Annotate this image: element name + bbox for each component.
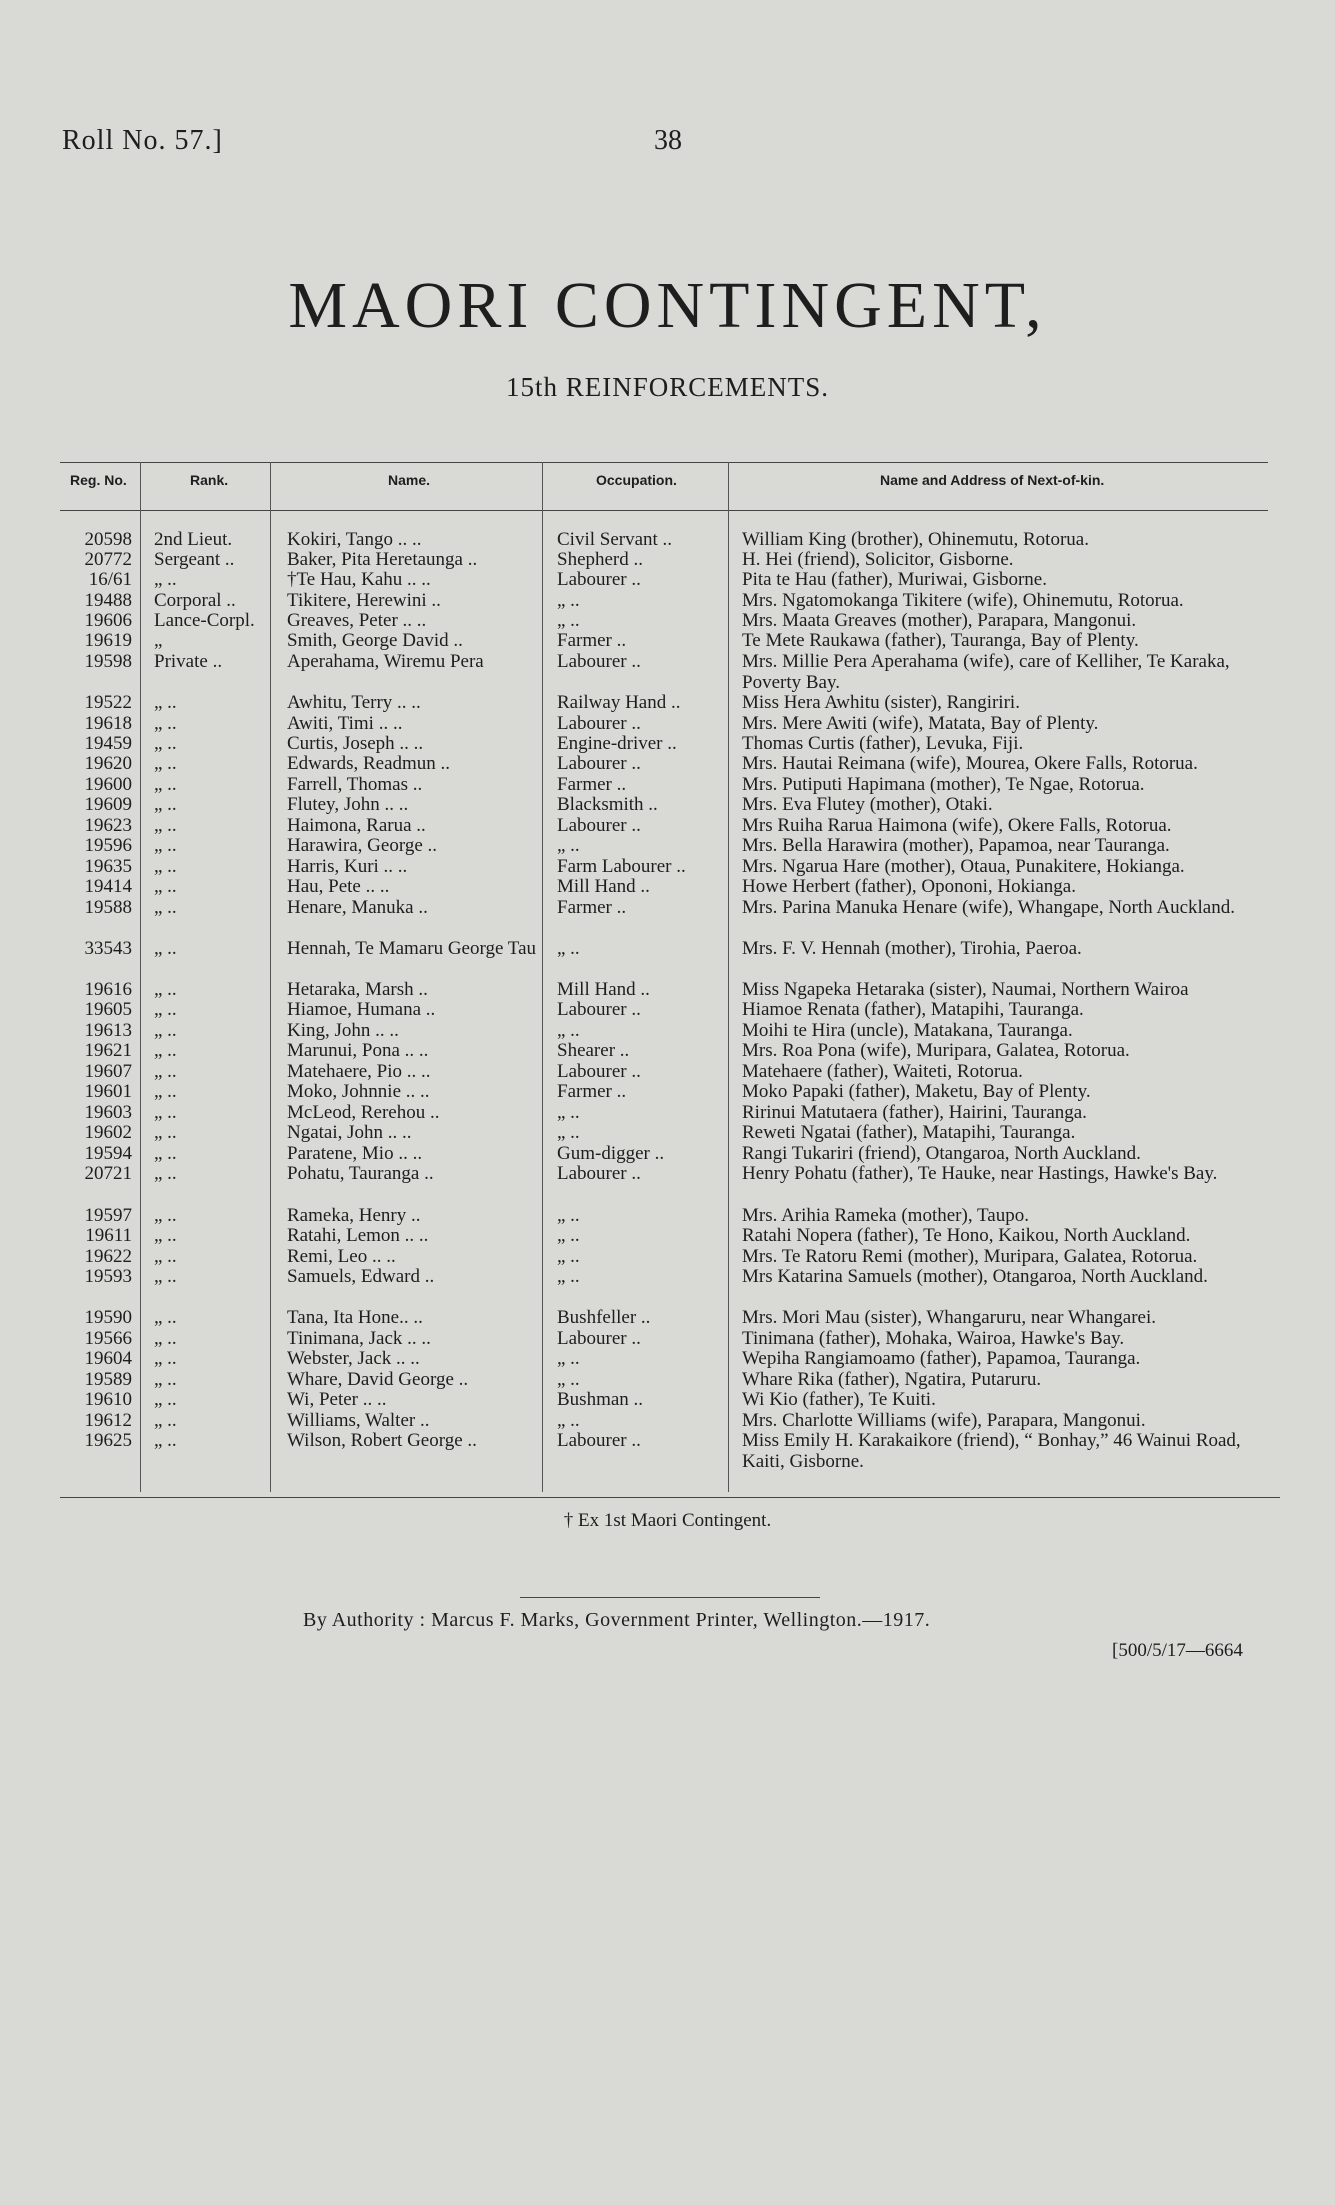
name-cell: Henare, Manuka ..: [287, 897, 428, 918]
next-of-kin-cell: Mrs. Hautai Reimana (wife), Mourea, Okere Falls, Rotorua.: [742, 753, 1198, 774]
next-of-kin-cell: H. Hei (friend), Solicitor, Gisborne.: [742, 549, 1014, 570]
next-of-kin-cell: Howe Herbert (father), Opononi, Hokianga.: [742, 876, 1076, 897]
occupation-cell: Farm Labourer ..: [557, 856, 686, 877]
rank-cell: „ ..: [154, 713, 177, 734]
occupation-cell: Shepherd ..: [557, 549, 644, 570]
name-cell: Harawira, George ..: [287, 835, 437, 856]
name-cell: Tana, Ita Hone.. ..: [287, 1307, 423, 1328]
occupation-cell: Engine-driver ..: [557, 733, 677, 754]
next-of-kin-cell: Mrs. Mori Mau (sister), Whangaruru, near Whangarei.: [742, 1307, 1157, 1328]
next-of-kin-cell: Mrs. Ngarua Hare (mother), Otaua, Punakitere, Hokianga.: [742, 856, 1185, 877]
occupation-cell: Bushman ..: [557, 1389, 644, 1410]
occupation-cell: Labourer ..: [557, 1430, 641, 1451]
table-top-rule: [60, 462, 1268, 463]
next-of-kin-cell: Te Mete Raukawa (father), Tauranga, Bay of Plenty.: [742, 630, 1139, 651]
next-of-kin-cell: Mrs. F. V. Hennah (mother), Tirohia, Paeroa.: [742, 938, 1082, 959]
reg-no-cell: 20772: [84, 549, 132, 570]
name-cell: Wi, Peter .. ..: [287, 1389, 387, 1410]
next-of-kin-cell: Mrs. Roa Pona (wife), Muripara, Galatea, Rotorua.: [742, 1040, 1130, 1061]
page-title: MAORI CONTINGENT,: [288, 269, 1047, 342]
rank-cell: „ ..: [154, 1225, 177, 1246]
next-of-kin-cell: Moihi te Hira (uncle), Matakana, Tauranga.: [742, 1020, 1073, 1041]
occupation-cell: „ ..: [557, 1369, 580, 1390]
rank-cell: „ ..: [154, 1389, 177, 1410]
name-cell: Marunui, Pona .. ..: [287, 1040, 429, 1061]
next-of-kin-cell: Mrs Katarina Samuels (mother), Otangaroa, North Auckland.: [742, 1266, 1208, 1287]
rank-cell: „ ..: [154, 1410, 177, 1431]
table-bottom-rule: [60, 1497, 1280, 1498]
occupation-cell: Labourer ..: [557, 1061, 641, 1082]
name-cell: Samuels, Edward ..: [287, 1266, 435, 1287]
rank-cell: „ ..: [154, 1081, 177, 1102]
name-cell: Hau, Pete .. ..: [287, 876, 390, 897]
reg-no-cell: 19625: [84, 1430, 132, 1451]
name-cell: Rameka, Henry ..: [287, 1205, 421, 1226]
rank-cell: „ ..: [154, 1061, 177, 1082]
name-cell: Harris, Kuri .. ..: [287, 856, 408, 877]
reg-no-cell: 19622: [84, 1246, 132, 1267]
next-of-kin-cell: William King (brother), Ohinemutu, Rotorua.: [742, 529, 1089, 550]
reg-no-cell: 19590: [84, 1307, 132, 1328]
name-cell: McLeod, Rerehou ..: [287, 1102, 440, 1123]
reg-no-cell: 20721: [84, 1163, 132, 1184]
reg-no-cell: 19414: [84, 876, 132, 897]
next-of-kin-cell: Ratahi Nopera (father), Te Hono, Kaikou, North Auckland.: [742, 1225, 1191, 1246]
rank-cell: „ ..: [154, 938, 177, 959]
name-cell: Moko, Johnnie .. ..: [287, 1081, 430, 1102]
rank-cell: „ ..: [154, 1102, 177, 1123]
name-cell: Edwards, Readmun ..: [287, 753, 451, 774]
reg-no-cell: 19616: [84, 979, 132, 1000]
rank-cell: „ ..: [154, 733, 177, 754]
occupation-cell: Farmer ..: [557, 774, 627, 795]
reg-no-cell: 19602: [84, 1122, 132, 1143]
rank-cell: „ ..: [154, 897, 177, 918]
occupation-cell: „ ..: [557, 938, 580, 959]
reg-no-cell: 16/61: [88, 569, 132, 590]
rank-cell: „ ..: [154, 876, 177, 897]
occupation-cell: Labourer ..: [557, 815, 641, 836]
next-of-kin-cell: Miss Ngapeka Hetaraka (sister), Naumai, Northern Wairoa: [742, 979, 1189, 1000]
name-cell: Greaves, Peter .. ..: [287, 610, 427, 631]
reg-no-cell: 19609: [84, 794, 132, 815]
rank-cell: „ ..: [154, 1143, 177, 1164]
occupation-cell: Civil Servant ..: [557, 529, 673, 550]
roll-number: Roll No. 57.]: [62, 125, 223, 156]
reg-no-cell: 19604: [84, 1348, 132, 1369]
column-divider: [728, 462, 729, 1492]
next-of-kin-cell: Mrs. Mere Awiti (wife), Matata, Bay of Plenty.: [742, 713, 1099, 734]
reg-no-cell: 19566: [84, 1328, 132, 1349]
page-number: 38: [654, 125, 682, 156]
rank-cell: Private ..: [154, 651, 223, 672]
name-cell: Baker, Pita Heretaunga ..: [287, 549, 478, 570]
reg-no-cell: 19635: [84, 856, 132, 877]
print-code: [500/5/17—6664: [1112, 1640, 1243, 1661]
next-of-kin-cell: Moko Papaki (father), Maketu, Bay of Plenty.: [742, 1081, 1091, 1102]
next-of-kin-cell: Mrs. Ngatomokanga Tikitere (wife), Ohinemutu, Rotorua.: [742, 590, 1184, 611]
name-cell: Curtis, Joseph .. ..: [287, 733, 424, 754]
next-of-kin-cell: Mrs. Bella Harawira (mother), Papamoa, near Tauranga.: [742, 835, 1170, 856]
next-of-kin-cell: Mrs. Millie Pera Aperahama (wife), care of Kelliher, Te Karaka, Poverty Bay.: [742, 651, 1230, 693]
name-cell: Wilson, Robert George ..: [287, 1430, 477, 1451]
reg-no-cell: 19606: [84, 610, 132, 631]
next-of-kin-cell: Mrs. Charlotte Williams (wife), Parapara, Mangonui.: [742, 1410, 1146, 1431]
reg-no-cell: 19605: [84, 999, 132, 1020]
rank-cell: „ ..: [154, 856, 177, 877]
next-of-kin-cell: Henry Pohatu (father), Te Hauke, near Hastings, Hawke's Bay.: [742, 1163, 1218, 1184]
occupation-cell: Mill Hand ..: [557, 979, 650, 1000]
occupation-cell: „ ..: [557, 1246, 580, 1267]
reg-no-cell: 19613: [84, 1020, 132, 1041]
reg-no-cell: 19459: [84, 733, 132, 754]
occupation-cell: „ ..: [557, 1410, 580, 1431]
rank-cell: „ ..: [154, 1369, 177, 1390]
name-cell: Tikitere, Herewini ..: [287, 590, 441, 611]
rank-cell: „ ..: [154, 1020, 177, 1041]
rank-cell: „ ..: [154, 1348, 177, 1369]
occupation-cell: Railway Hand ..: [557, 692, 681, 713]
rank-cell: Corporal ..: [154, 590, 236, 611]
occupation-cell: Labourer ..: [557, 569, 641, 590]
next-of-kin-cell: Wepiha Rangiamoamo (father), Papamoa, Tauranga.: [742, 1348, 1141, 1369]
name-cell: Matehaere, Pio .. ..: [287, 1061, 431, 1082]
name-cell: Hiamoe, Humana ..: [287, 999, 436, 1020]
next-of-kin-cell: Miss Hera Awhitu (sister), Rangiriri.: [742, 692, 1020, 713]
rank-cell: „ ..: [154, 999, 177, 1020]
rank-cell: „ ..: [154, 1328, 177, 1349]
reg-no-cell: 19610: [84, 1389, 132, 1410]
occupation-cell: „ ..: [557, 610, 580, 631]
column-header-next-of-kin: Name and Address of Next-of-kin.: [880, 472, 1105, 488]
rank-cell: „ ..: [154, 1266, 177, 1287]
occupation-cell: Labourer ..: [557, 1328, 641, 1349]
occupation-cell: „ ..: [557, 1266, 580, 1287]
occupation-cell: „ ..: [557, 1122, 580, 1143]
occupation-cell: Labourer ..: [557, 999, 641, 1020]
name-cell: Aperahama, Wiremu Pera: [287, 651, 484, 672]
occupation-cell: „ ..: [557, 1205, 580, 1226]
next-of-kin-cell: Reweti Ngatai (father), Matapihi, Tauranga.: [742, 1122, 1076, 1143]
reg-no-cell: 19593: [84, 1266, 132, 1287]
next-of-kin-cell: Tinimana (father), Mohaka, Wairoa, Hawke's Bay.: [742, 1328, 1125, 1349]
name-cell: Pohatu, Tauranga ..: [287, 1163, 434, 1184]
rank-cell: „ ..: [154, 794, 177, 815]
rank-cell: „ ..: [154, 1246, 177, 1267]
rank-cell: „ ..: [154, 1163, 177, 1184]
next-of-kin-cell: Mrs. Eva Flutey (mother), Otaki.: [742, 794, 993, 815]
rank-cell: „ ..: [154, 753, 177, 774]
name-cell: Ratahi, Lemon .. ..: [287, 1225, 429, 1246]
reg-no-cell: 19611: [85, 1225, 132, 1246]
rank-cell: Sergeant ..: [154, 549, 235, 570]
occupation-cell: „ ..: [557, 835, 580, 856]
column-divider: [270, 462, 271, 1492]
occupation-cell: „ ..: [557, 1348, 580, 1369]
reg-no-cell: 19589: [84, 1369, 132, 1390]
occupation-cell: Labourer ..: [557, 651, 641, 672]
name-cell: Smith, George David ..: [287, 630, 463, 651]
next-of-kin-cell: Mrs. Parina Manuka Henare (wife), Whangape, North Auckland.: [742, 897, 1235, 918]
rank-cell: „ ..: [154, 1122, 177, 1143]
occupation-cell: Mill Hand ..: [557, 876, 650, 897]
rank-cell: „ ..: [154, 774, 177, 795]
reg-no-cell: 19598: [84, 651, 132, 672]
next-of-kin-cell: Mrs. Putiputi Hapimana (mother), Te Ngae, Rotorua.: [742, 774, 1145, 795]
name-cell: Williams, Walter ..: [287, 1410, 430, 1431]
authority-rule: [520, 1597, 820, 1598]
occupation-cell: „ ..: [557, 1102, 580, 1123]
name-cell: Tinimana, Jack .. ..: [287, 1328, 431, 1349]
reg-no-cell: 33543: [84, 938, 132, 959]
rank-cell: 2nd Lieut.: [154, 529, 233, 550]
reg-no-cell: 19597: [84, 1205, 132, 1226]
next-of-kin-cell: Mrs Ruiha Rarua Haimona (wife), Okere Falls, Rotorua.: [742, 815, 1172, 836]
next-of-kin-cell: Hiamoe Renata (father), Matapihi, Tauranga.: [742, 999, 1084, 1020]
next-of-kin-cell: Matehaere (father), Waiteti, Rotorua.: [742, 1061, 1023, 1082]
name-cell: Farrell, Thomas ..: [287, 774, 423, 795]
rank-cell: „ ..: [154, 692, 177, 713]
occupation-cell: Bushfeller ..: [557, 1307, 651, 1328]
occupation-cell: „ ..: [557, 1020, 580, 1041]
name-cell: Ngatai, John .. ..: [287, 1122, 412, 1143]
page-subtitle: 15th REINFORCEMENTS.: [505, 372, 830, 402]
rank-cell: „ ..: [154, 569, 177, 590]
reg-no-cell: 19600: [84, 774, 132, 795]
next-of-kin-cell: Mrs. Te Ratoru Remi (mother), Muripara, Galatea, Rotorua.: [742, 1246, 1198, 1267]
reg-no-cell: 19607: [84, 1061, 132, 1082]
column-divider: [542, 462, 543, 1492]
occupation-cell: Farmer ..: [557, 630, 627, 651]
name-cell: King, John .. ..: [287, 1020, 399, 1041]
reg-no-cell: 19522: [84, 692, 132, 713]
occupation-cell: Farmer ..: [557, 1081, 627, 1102]
next-of-kin-cell: Miss Emily H. Karakaikore (friend), “ Bonhay,” 46 Wainui Road, Kaiti, Gisborne.: [742, 1430, 1241, 1472]
next-of-kin-cell: Rangi Tukariri (friend), Otangaroa, North Auckland.: [742, 1143, 1141, 1164]
occupation-cell: Labourer ..: [557, 713, 641, 734]
next-of-kin-cell: Mrs. Arihia Rameka (mother), Taupo.: [742, 1205, 1029, 1226]
occupation-cell: Shearer ..: [557, 1040, 630, 1061]
reg-no-cell: 19623: [84, 815, 132, 836]
column-header-name: Name.: [388, 472, 431, 488]
name-cell: Awiti, Timi .. ..: [287, 713, 403, 734]
printer-authority: By Authority : Marcus F. Marks, Government Printer, Wellington.—1917.: [303, 1609, 931, 1631]
next-of-kin-cell: Thomas Curtis (father), Levuka, Fiji.: [742, 733, 1024, 754]
occupation-cell: Gum-digger ..: [557, 1143, 665, 1164]
name-cell: Paratene, Mio .. ..: [287, 1143, 423, 1164]
name-cell: Kokiri, Tango .. ..: [287, 529, 422, 550]
reg-no-cell: 19612: [84, 1410, 132, 1431]
name-cell: Hennah, Te Mamaru George Tau: [287, 938, 537, 959]
reg-no-cell: 19594: [84, 1143, 132, 1164]
name-cell: Flutey, John .. ..: [287, 794, 409, 815]
name-cell: Remi, Leo .. ..: [287, 1246, 396, 1267]
next-of-kin-cell: Mrs. Maata Greaves (mother), Parapara, Mangonui.: [742, 610, 1137, 631]
rank-cell: „ ..: [154, 835, 177, 856]
next-of-kin-cell: Wi Kio (father), Te Kuiti.: [742, 1389, 936, 1410]
occupation-cell: Blacksmith ..: [557, 794, 658, 815]
rank-cell: Lance-Corpl.: [154, 610, 255, 631]
reg-no-cell: 19619: [84, 630, 132, 651]
rank-cell: „ ..: [154, 979, 177, 1000]
next-of-kin-cell: Pita te Hau (father), Muriwai, Gisborne.: [742, 569, 1047, 590]
occupation-cell: Labourer ..: [557, 753, 641, 774]
footnote: † Ex 1st Maori Contingent.: [563, 1510, 772, 1531]
name-cell: Webster, Jack .. ..: [287, 1348, 420, 1369]
occupation-cell: „ ..: [557, 590, 580, 611]
column-header-rank: Rank.: [190, 472, 229, 488]
name-cell: Awhitu, Terry .. ..: [287, 692, 421, 713]
occupation-cell: Labourer ..: [557, 1163, 641, 1184]
next-of-kin-cell: Ririnui Matutaera (father), Hairini, Tauranga.: [742, 1102, 1087, 1123]
column-header-reg-no: Reg. No.: [70, 472, 127, 488]
reg-no-cell: 20598: [84, 529, 132, 550]
reg-no-cell: 19596: [84, 835, 132, 856]
reg-no-cell: 19603: [84, 1102, 132, 1123]
next-of-kin-cell: Whare Rika (father), Ngatira, Putaruru.: [742, 1369, 1042, 1390]
name-cell: †Te Hau, Kahu .. ..: [287, 569, 431, 590]
rank-cell: „ ..: [154, 1430, 177, 1451]
name-cell: Hetaraka, Marsh ..: [287, 979, 428, 1000]
name-cell: Haimona, Rarua ..: [287, 815, 426, 836]
occupation-cell: „ ..: [557, 1225, 580, 1246]
occupation-cell: Farmer ..: [557, 897, 627, 918]
column-header-occupation: Occupation.: [596, 472, 677, 488]
reg-no-cell: 19618: [84, 713, 132, 734]
rank-cell: „: [154, 630, 163, 651]
reg-no-cell: 19488: [84, 590, 132, 611]
name-cell: Whare, David George ..: [287, 1369, 469, 1390]
rank-cell: „ ..: [154, 1205, 177, 1226]
reg-no-cell: 19601: [84, 1081, 132, 1102]
rank-cell: „ ..: [154, 1307, 177, 1328]
reg-no-cell: 19620: [84, 753, 132, 774]
column-divider: [140, 462, 141, 1492]
reg-no-cell: 19588: [84, 897, 132, 918]
reg-no-cell: 19621: [84, 1040, 132, 1061]
rank-cell: „ ..: [154, 1040, 177, 1061]
header-bottom-rule: [60, 510, 1268, 511]
rank-cell: „ ..: [154, 815, 177, 836]
